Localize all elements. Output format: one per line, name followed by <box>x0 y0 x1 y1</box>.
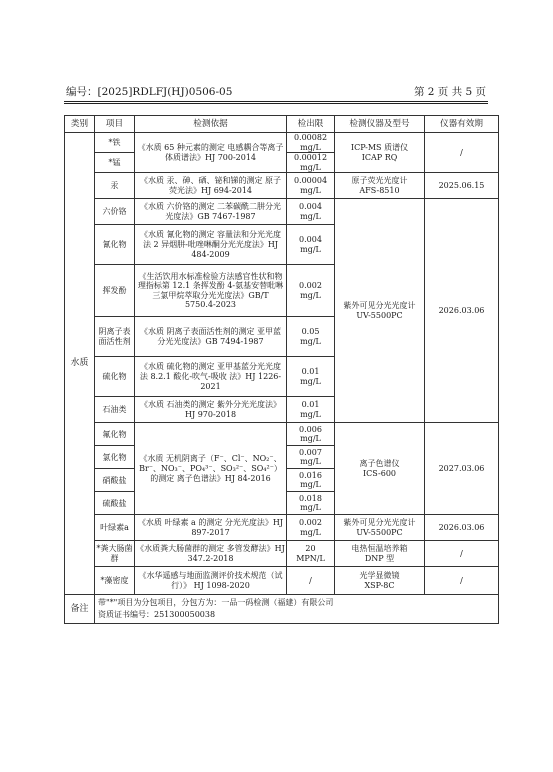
limit-density: / <box>287 567 335 595</box>
method-sulfide: 《水质 硫化物的测定 亚甲基蓝分光光度法 8.2.1 酸化-吹气-吸收 法》HJ 1226-2021 <box>135 357 287 397</box>
item-las: 阴离子表面活性剂 <box>95 317 135 357</box>
item-mercury: 汞 <box>95 173 135 199</box>
table-row <box>65 133 499 153</box>
header-instrument: 检测仪器及型号 <box>335 116 425 133</box>
item-cr6: 六价铬 <box>95 199 135 225</box>
item-fluoride: 氟化物 <box>95 423 135 446</box>
limit-manganese: 0.00012 mg/L <box>287 153 335 173</box>
method-density: 《水华遥感与地面监测评价技术规范（试行）》 HJ 1098-2020 <box>135 567 287 595</box>
item-sulfide: 硫化物 <box>95 357 135 397</box>
category-water: 水质 <box>65 133 95 595</box>
validity-afs: 2025.06.15 <box>425 173 499 199</box>
method-anion: 《水质 无机阴离子（F⁻、Cl⁻、NO₂⁻、Br⁻、NO₃⁻、PO₄³⁻、SO₃²⁻、SO₄²⁻）的测定 离子色谱法》HJ 84-2016 <box>135 423 287 515</box>
limit-cr6: 0.004 mg/L <box>287 199 335 225</box>
table-row <box>65 173 499 199</box>
limit-cyanide: 0.004 mg/L <box>287 225 335 265</box>
instrument-icpms: ICP-MS 质谱仪 ICAP RQ <box>335 133 425 173</box>
page-info: 第 2 页 共 5 页 <box>413 86 486 98</box>
instrument-uv-2: 紫外可见分光光度计 UV-5500PC <box>335 515 425 541</box>
method-las: 《水质 阴离子表面活性剂的测定 亚甲蓝分光光度法》GB 7494-1987 <box>135 317 287 357</box>
item-oil: 石油类 <box>95 397 135 423</box>
instrument-incubator: 电热恒温培养箱 DNP 型 <box>335 541 425 567</box>
report-number-label: 编号： <box>66 86 98 98</box>
item-chla: 叶绿素a <box>95 515 135 541</box>
instrument-afs: 原子荧光光度计 AFS-8510 <box>335 173 425 199</box>
limit-phenol: 0.002 mg/L <box>287 265 335 317</box>
method-icpms: 《水质 65 种元素的测定 电感耦合等离子体质谱法》HJ 700-2014 <box>135 133 287 173</box>
remark-content <box>95 595 499 624</box>
method-oil: 《水质 石油类的测定 紫外分光光度法》HJ 970-2018 <box>135 397 287 423</box>
validity-uv-2: 2026.03.06 <box>425 515 499 541</box>
validity-ics: 2027.03.06 <box>425 423 499 515</box>
limit-iron: 0.00082 mg/L <box>287 133 335 153</box>
item-manganese: *锰 <box>95 153 135 173</box>
table-row <box>65 541 499 567</box>
limit-fluoride: 0.006 mg/L <box>287 423 335 446</box>
header-validity: 仪器有效期 <box>425 116 499 133</box>
limit-nitrate: 0.016 mg/L <box>287 469 335 492</box>
item-iron: *铁 <box>95 133 135 153</box>
table-row <box>65 423 499 446</box>
header-rule-thick <box>64 101 488 102</box>
limit-coliform: 20 MPN/L <box>287 541 335 567</box>
validity-incubator: / <box>425 541 499 567</box>
limit-mercury: 0.00004 mg/L <box>287 173 335 199</box>
instrument-uv-1: 紫外可见分光光度计 UV-5500PC <box>335 199 425 423</box>
remark-label: 备注 <box>65 595 95 624</box>
remark-certificate-number: 资质证书编号：251300050038 <box>98 610 216 620</box>
limit-sulfide: 0.01 mg/L <box>287 357 335 397</box>
table-row <box>65 567 499 595</box>
header-method: 检测依据 <box>135 116 287 133</box>
limit-sulfate: 0.018 mg/L <box>287 492 335 515</box>
method-phenol: 《生活饮用水标准检验方法感官性状和物理指标第 12.1 条挥发酚 4-氨基安替吡啉三氯甲烷萃取分光光度法》GB/T 5750.4-2023 <box>135 265 287 317</box>
validity-uv-1: 2026.03.06 <box>425 199 499 423</box>
table-header-row <box>65 116 499 133</box>
table-row <box>65 199 499 225</box>
item-cyanide: 氰化物 <box>95 225 135 265</box>
item-density: *藻密度 <box>95 567 135 595</box>
method-chla: 《水质 叶绿素 a 的测定 分光光度法》HJ 897-2017 <box>135 515 287 541</box>
item-coliform: *粪大肠菌群 <box>95 541 135 567</box>
report-number <box>66 84 232 99</box>
method-cyanide: 《水质 氰化物的测定 容量法和分光光度法 2 异烟肼-吡唑啉酮分光光度法》HJ 484-2009 <box>135 225 287 265</box>
header-limit: 检出限 <box>287 116 335 133</box>
validity-icpms: / <box>425 133 499 173</box>
limit-oil: 0.01 mg/L <box>287 397 335 423</box>
header-item: 项目 <box>95 116 135 133</box>
instrument-microscope: 光学显微镜 XSP-8C <box>335 567 425 595</box>
item-sulfate: 硫酸盐 <box>95 492 135 515</box>
table-row <box>65 515 499 541</box>
detection-method-table <box>64 115 499 624</box>
instrument-ics: 离子色谱仪 ICS-600 <box>335 423 425 515</box>
method-coliform: 《水质粪大肠菌群的测定 多管发酵法》HJ 347.2-2018 <box>135 541 287 567</box>
item-phenol: 挥发酚 <box>95 265 135 317</box>
item-chloride: 氯化物 <box>95 446 135 469</box>
validity-microscope: / <box>425 567 499 595</box>
remark-subcontract-note: 带"*"项目为分包项目，分包方为：一品一码检测（福建）有限公司 <box>98 597 334 607</box>
report-header <box>66 84 486 102</box>
header-category: 类别 <box>65 116 95 133</box>
header-rule-thin <box>64 103 488 104</box>
limit-chla: 0.002 mg/L <box>287 515 335 541</box>
limit-las: 0.05 mg/L <box>287 317 335 357</box>
method-cr6: 《水质 六价铬的测定 二苯碳酰二肼分光光度法》GB 7467-1987 <box>135 199 287 225</box>
limit-chloride: 0.007 mg/L <box>287 446 335 469</box>
report-number-value: [2025]RDLFJ(HJ)0506-05 <box>97 86 233 98</box>
remark-row <box>65 595 499 624</box>
method-afs: 《水质 汞、砷、硒、铋和锑的测定 原子荧光法》HJ 694-2014 <box>135 173 287 199</box>
item-nitrate: 硝酸盐 <box>95 469 135 492</box>
